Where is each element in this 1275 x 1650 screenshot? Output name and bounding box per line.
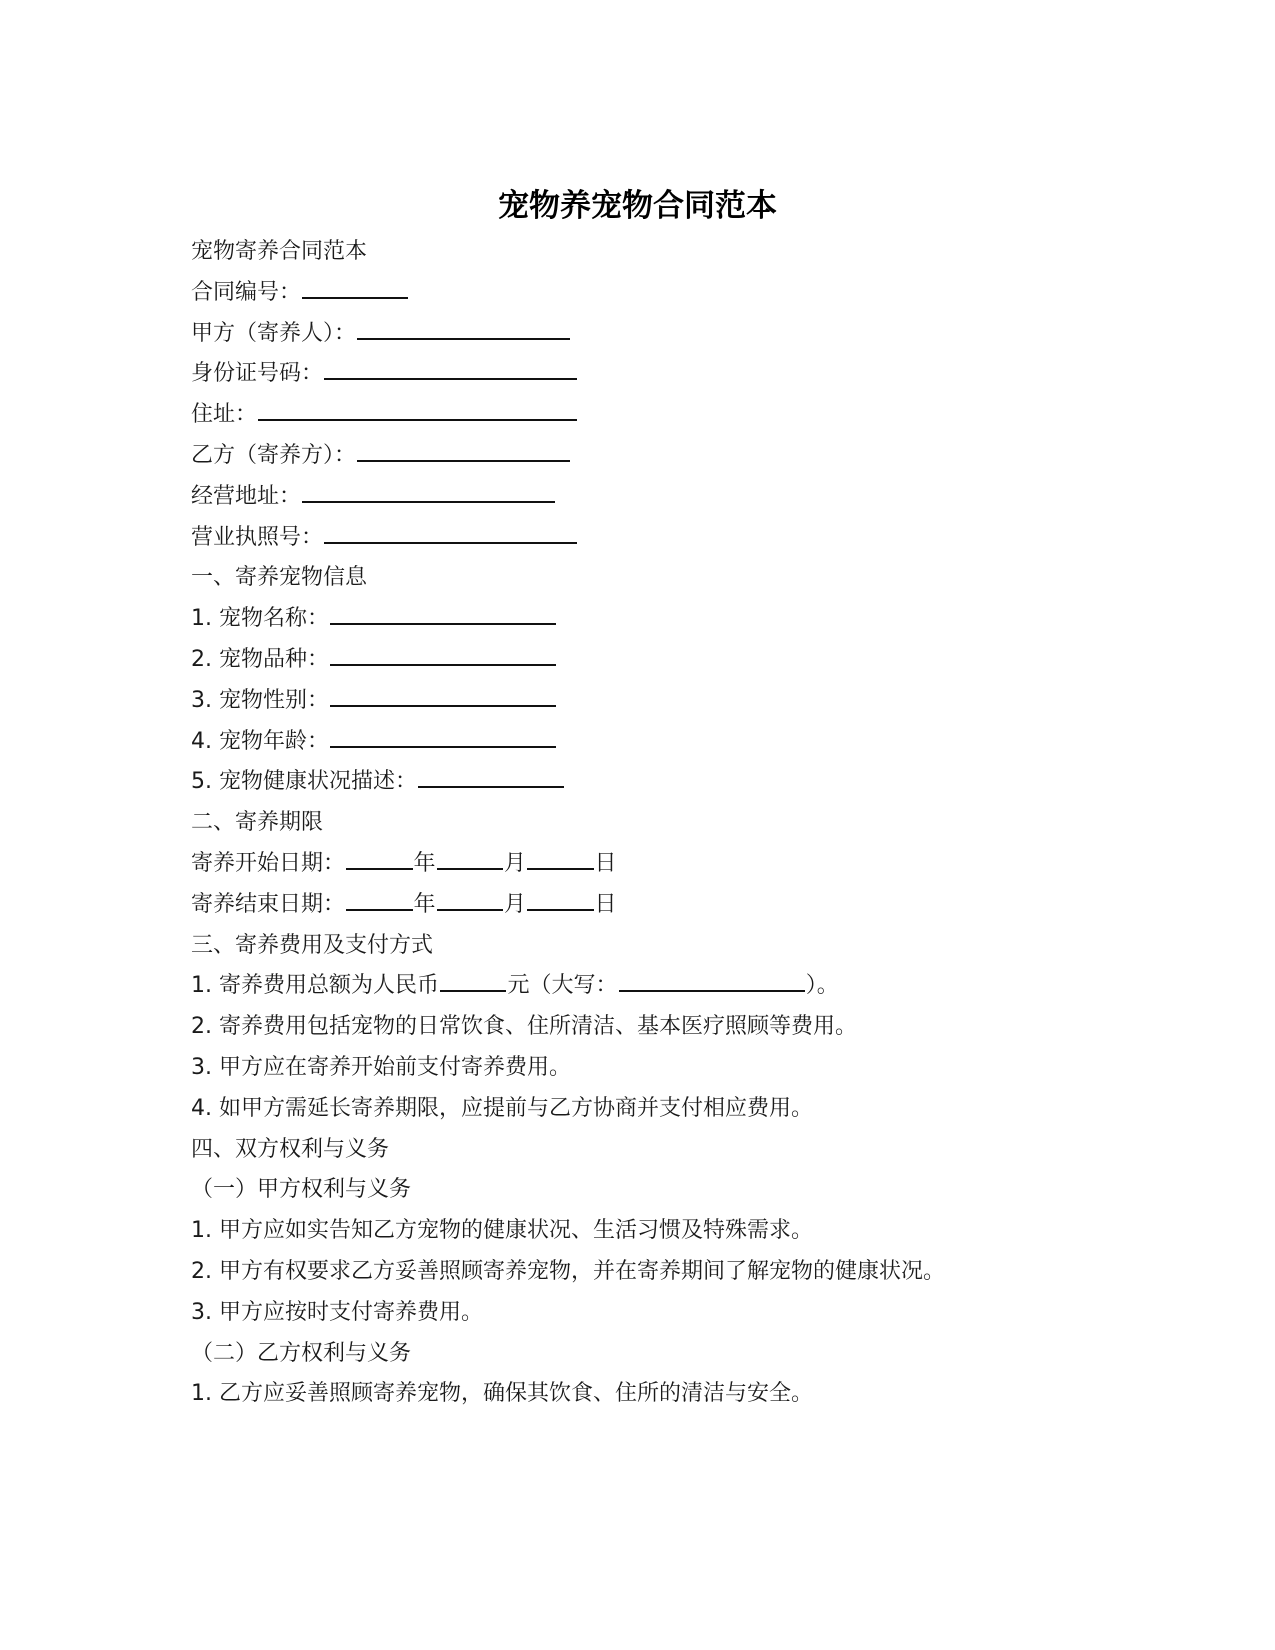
document-line	[191, 885, 1091, 926]
fill-in-blank[interactable]	[330, 685, 556, 707]
day-blank[interactable]	[527, 889, 594, 911]
document-line	[191, 354, 1091, 395]
fill-in-blank[interactable]	[330, 644, 556, 666]
document-line	[191, 599, 1091, 640]
document-line	[191, 1130, 1091, 1171]
line-text: 一、寄养宠物信息	[191, 565, 368, 591]
line-text: 2. 寄养费用包括宠物的日常饮食、住所清洁、基本医疗照顾等费用。	[191, 1014, 857, 1040]
line-text: 4. 如甲方需延长寄养期限，应提前与乙方协商并支付相应费用。	[191, 1095, 813, 1121]
document-line	[191, 1007, 1091, 1048]
line-text: 5. 宠物健康状况描述：	[191, 769, 417, 795]
document-line	[191, 232, 1091, 273]
fill-in-blank[interactable]	[330, 603, 556, 625]
line-text: 营业执照号：	[191, 524, 324, 550]
document-line	[191, 681, 1091, 722]
document-line	[191, 926, 1091, 967]
line-text: 三、寄养费用及支付方式	[191, 932, 434, 958]
document-line	[191, 1374, 1091, 1415]
document-line	[191, 722, 1091, 763]
document-line	[191, 1252, 1091, 1293]
fill-in-blank[interactable]	[330, 726, 556, 748]
line-text: 3. 甲方应在寄养开始前支付寄养费用。	[191, 1054, 571, 1080]
month-label: 月	[504, 891, 527, 917]
document-body	[191, 232, 1091, 1415]
line-text: 二、寄养期限	[191, 810, 324, 836]
document-line	[191, 1211, 1091, 1252]
document-line	[191, 844, 1091, 885]
line-text: 1. 宠物名称：	[191, 606, 329, 632]
line-text: 四、双方权利与义务	[191, 1136, 390, 1162]
month-blank[interactable]	[437, 848, 504, 870]
document-line	[191, 1048, 1091, 1089]
line-text: （二）乙方权利与义务	[191, 1340, 412, 1366]
fill-in-blank[interactable]	[357, 318, 570, 340]
month-blank[interactable]	[437, 889, 504, 911]
fill-in-blank[interactable]	[357, 440, 570, 462]
amount-words-blank[interactable]	[619, 970, 805, 992]
document-line	[191, 436, 1091, 477]
year-label: 年	[413, 891, 436, 917]
document-line	[191, 314, 1091, 355]
line-text: 3. 甲方应按时支付寄养费用。	[191, 1299, 483, 1325]
document-line	[191, 1334, 1091, 1375]
day-label: 日	[594, 850, 617, 876]
day-blank[interactable]	[527, 848, 594, 870]
line-text: 1. 乙方应妥善照顾寄养宠物，确保其饮食、住所的清洁与安全。	[191, 1381, 813, 1407]
line-text: 经营地址：	[191, 483, 302, 509]
document-line	[191, 966, 1091, 1007]
line-text: 合同编号：	[191, 279, 302, 305]
line-text: 2. 宠物品种：	[191, 646, 329, 672]
line-text: 1. 寄养费用总额为人民币	[191, 973, 439, 999]
year-blank[interactable]	[346, 889, 413, 911]
document-line	[191, 640, 1091, 681]
fill-in-blank[interactable]	[302, 481, 555, 503]
document-line	[191, 477, 1091, 518]
document-line	[191, 558, 1091, 599]
month-label: 月	[504, 850, 527, 876]
document-line	[191, 803, 1091, 844]
year-label: 年	[413, 850, 436, 876]
line-text: 1. 甲方应如实告知乙方宠物的健康状况、生活习惯及特殊需求。	[191, 1218, 813, 1244]
line-text: 甲方（寄养人）：	[191, 320, 357, 346]
document-line	[191, 1089, 1091, 1130]
amount-unit: 元（大写：	[507, 973, 618, 999]
line-text: 寄养结束日期：	[191, 891, 346, 917]
document-line	[191, 1170, 1091, 1211]
document-line	[191, 518, 1091, 559]
fill-in-blank[interactable]	[418, 766, 564, 788]
document-line	[191, 395, 1091, 436]
day-label: 日	[594, 891, 617, 917]
document-line	[191, 1293, 1091, 1334]
line-text: 乙方（寄养方）：	[191, 442, 357, 468]
document-line	[191, 762, 1091, 803]
line-text: 宠物寄养合同范本	[191, 239, 368, 264]
amount-end: ）。	[805, 973, 839, 999]
document-line	[191, 273, 1091, 314]
fill-in-blank[interactable]	[302, 277, 408, 299]
line-text: 住址：	[191, 402, 258, 428]
line-text: 身份证号码：	[191, 361, 324, 387]
fill-in-blank[interactable]	[324, 522, 577, 544]
document-title: 宠物养宠物合同范本	[498, 188, 777, 224]
line-text: 4. 宠物年龄：	[191, 728, 329, 754]
fill-in-blank[interactable]	[324, 358, 577, 380]
line-text: （一）甲方权利与义务	[191, 1177, 412, 1203]
line-text: 3. 宠物性别：	[191, 687, 329, 713]
year-blank[interactable]	[346, 848, 413, 870]
fill-in-blank[interactable]	[258, 399, 577, 421]
amount-blank[interactable]	[440, 970, 507, 992]
line-text: 2. 甲方有权要求乙方妥善照顾寄养宠物，并在寄养期间了解宠物的健康状况。	[191, 1258, 945, 1284]
line-text: 寄养开始日期：	[191, 850, 346, 876]
